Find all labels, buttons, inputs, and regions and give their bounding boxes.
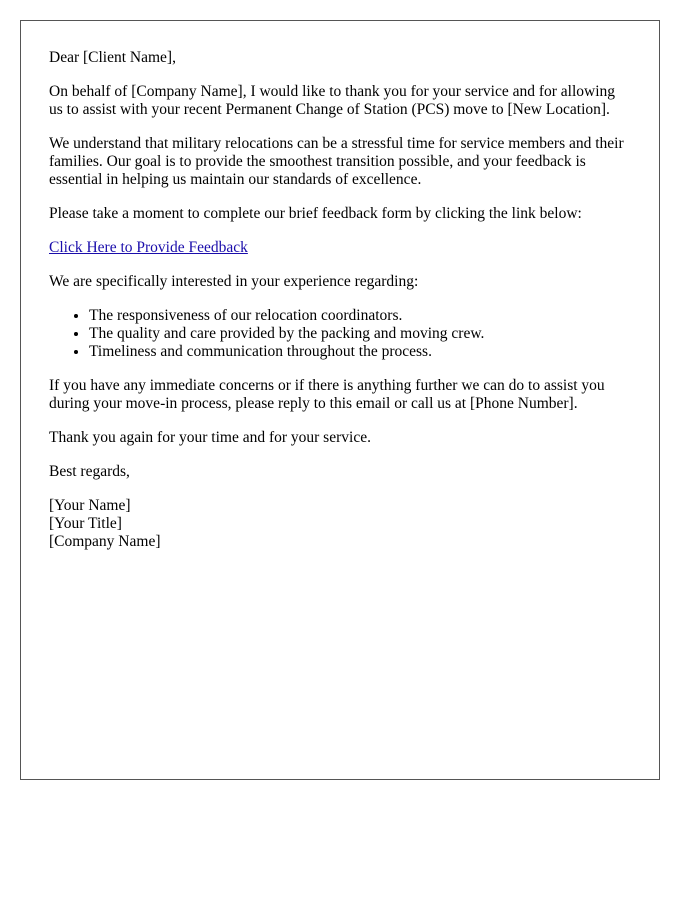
closing: Best regards, [49,463,130,480]
signature-title: [Your Title] [49,515,122,532]
signature-block [49,497,631,551]
list-item: • The quality and care provided by the packing and moving crew. [89,325,631,343]
feedback-link-paragraph [49,239,631,257]
list-item: • Timeliness and communication throughout the process. [89,343,631,361]
request-paragraph: Please take a moment to complete our brief feedback form by clicking the link below: [49,205,582,222]
intro-paragraph: On behalf of [Company Name], I would like to thank you for your service and for allowing us to assist with your recent Permanent Change of Station (PCS) move to [New Location]. [49,83,616,118]
feedback-link[interactable]: Click Here to Provide Feedback [49,239,248,256]
experience-list [49,307,631,361]
list-item: • The responsiveness of our relocation coordinators. [89,307,631,325]
salutation: Dear [Client Name], [49,49,176,66]
concerns-paragraph: If you have any immediate concerns or if there is anything further we can do to assist you during your move-in process, please reply to this email or call us at [Phone Number]. [49,377,605,412]
signature-company: [Company Name] [49,533,161,550]
understanding-paragraph: We understand that military relocations can be a stressful time for service members and their families. Our goal is to provide the smoothest transition possible, and your feedback is essential in helping us maintain our standards of excellence. [49,135,624,188]
letter-body [20,20,660,780]
thanks-paragraph: Thank you again for your time and for your service. [49,429,371,446]
signature-name: [Your Name] [49,497,131,514]
interest-intro: We are specifically interested in your experience regarding: [49,273,419,290]
